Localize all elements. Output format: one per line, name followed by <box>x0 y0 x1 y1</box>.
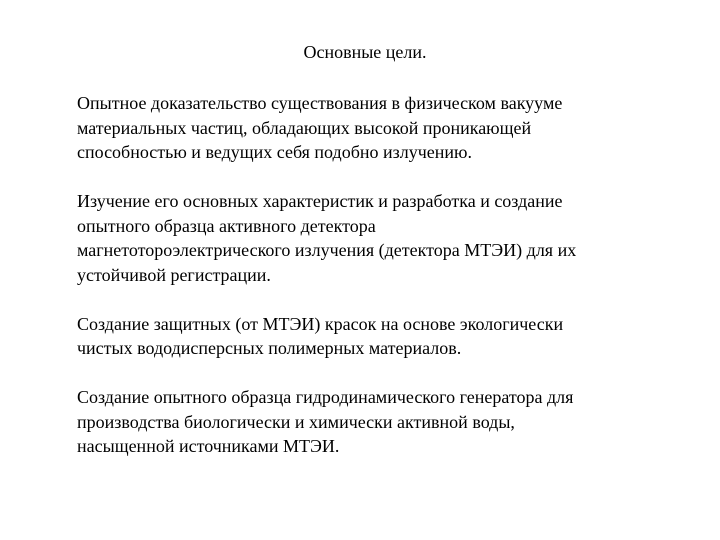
goal-paragraph-1: Опытное доказательство существования в физическом вакууме материальных частиц, обладающих высокой проникающей способностью и ведущих себя подобно излучению. <box>77 93 563 162</box>
goal-paragraph-4: Создание опытного образца гидродинамического генератора для производства биологически и химически активной воды, насыщенной источниками МТЭИ. <box>77 387 574 456</box>
goal-paragraph-3: Создание защитных (от МТЭИ) красок на основе экологически чистых вододисперсных полимерных материалов. <box>77 313 564 358</box>
goal-paragraph-2: Изучение его основных характеристик и разработка и создание опытного образца активного детектора магнетотороэлектрического излучения (детектора МТЭИ) для их устойчивой регистрации. <box>77 191 577 285</box>
slide-title: Основные цели. <box>303 42 427 62</box>
slide-body <box>77 91 657 459</box>
